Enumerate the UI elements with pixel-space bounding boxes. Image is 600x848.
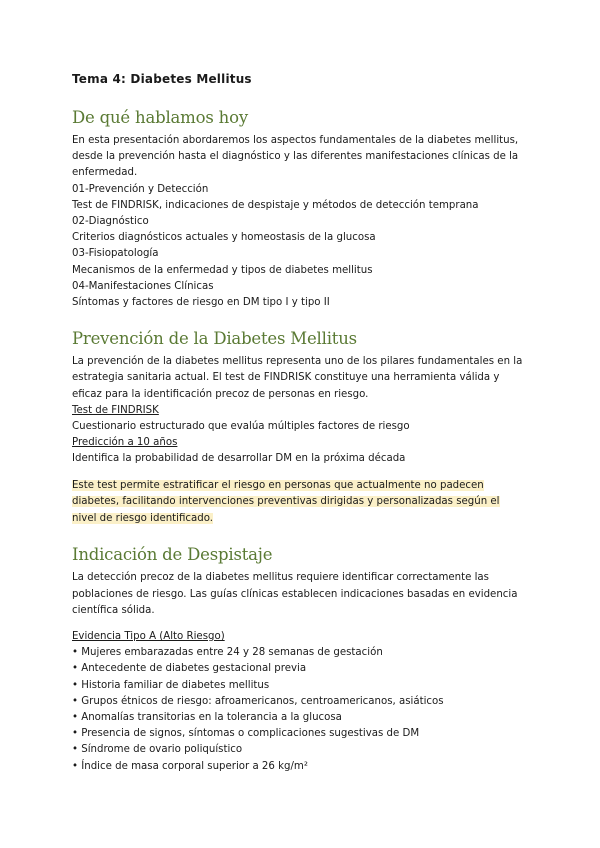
list-item: • Anomalías transitorias en la tolerancia a la glucosa: [72, 710, 600, 726]
list-item: 01-Prevención y Detección: [72, 183, 209, 195]
list-item: 04-Manifestaciones Clínicas: [72, 280, 214, 292]
highlight-text: Este test permite estratificar el riesgo en personas que actualmente no padecen diabetes, facilitando intervenciones preventivas dirigidas y personalizadas según el nivel de riesgo identificado.: [72, 479, 500, 524]
section-heading-screening: Indicación de Despistaje: [72, 545, 273, 565]
list-item: Síntomas y factores de riesgo en DM tipo I y tipo II: [72, 297, 330, 309]
section-heading-prevention: Prevención de la Diabetes Mellitus: [72, 329, 357, 349]
findrisk-subtitle: Test de FINDRISK: [72, 404, 159, 416]
list-item: • Síndrome de ovario poliquístico: [72, 742, 600, 758]
list-item: • Índice de masa corporal superior a 26 kg/m²: [72, 759, 600, 775]
list-item: 02-Diagnóstico: [72, 216, 149, 228]
evidence-list: [72, 645, 600, 775]
document-title: Tema 4: Diabetes Mellitus: [72, 72, 252, 86]
list-item: 03-Fisiopatología: [72, 248, 159, 260]
list-item: Mecanismos de la enfermedad y tipos de diabetes mellitus: [72, 264, 373, 276]
overview-list: [72, 182, 600, 312]
list-item: • Mujeres embarazadas entre 24 y 28 semanas de gestación: [72, 645, 600, 661]
screening-intro: La detección precoz de la diabetes mellitus requiere identificar correctamente las poblaciones de riesgo. Las guías clínicas establecen indicaciones basadas en evidencia científica sólida.: [72, 572, 518, 616]
prediction-subtitle: Predicción a 10 años: [72, 437, 178, 449]
highlight-note: [72, 478, 512, 528]
prevention-intro: La prevención de la diabetes mellitus representa uno de los pilares fundamentales en la estrategia sanitaria actual. El test de FINDRISK constituye una herramienta válida y eficaz para la identificación precoz de personas en riesgo.: [72, 356, 523, 400]
list-item: Criterios diagnósticos actuales y homeostasis de la glucosa: [72, 232, 376, 244]
list-item: • Grupos étnicos de riesgo: afroamericanos, centroamericanos, asiáticos: [72, 694, 600, 710]
evidence-subtitle: Evidencia Tipo A (Alto Riesgo): [72, 631, 225, 643]
prediction-description: Identifica la probabilidad de desarrollar DM en la próxima década: [72, 453, 406, 465]
overview-intro: En esta presentación abordaremos los aspectos fundamentales de la diabetes mellitus, desde la prevención hasta el diagnóstico y las diferentes manifestaciones clínicas de la enfermedad.: [72, 135, 519, 179]
list-item: • Presencia de signos, síntomas o complicaciones sugestivas de DM: [72, 726, 600, 742]
list-item: Test de FINDRISK, indicaciones de despistaje y métodos de detección temprana: [72, 199, 479, 211]
list-item: • Historia familiar de diabetes mellitus: [72, 678, 600, 694]
list-item: • Antecedente de diabetes gestacional previa: [72, 661, 600, 677]
section-heading-overview: De qué hablamos hoy: [72, 108, 248, 127]
findrisk-description: Cuestionario estructurado que evalúa múltiples factores de riesgo: [72, 421, 410, 433]
